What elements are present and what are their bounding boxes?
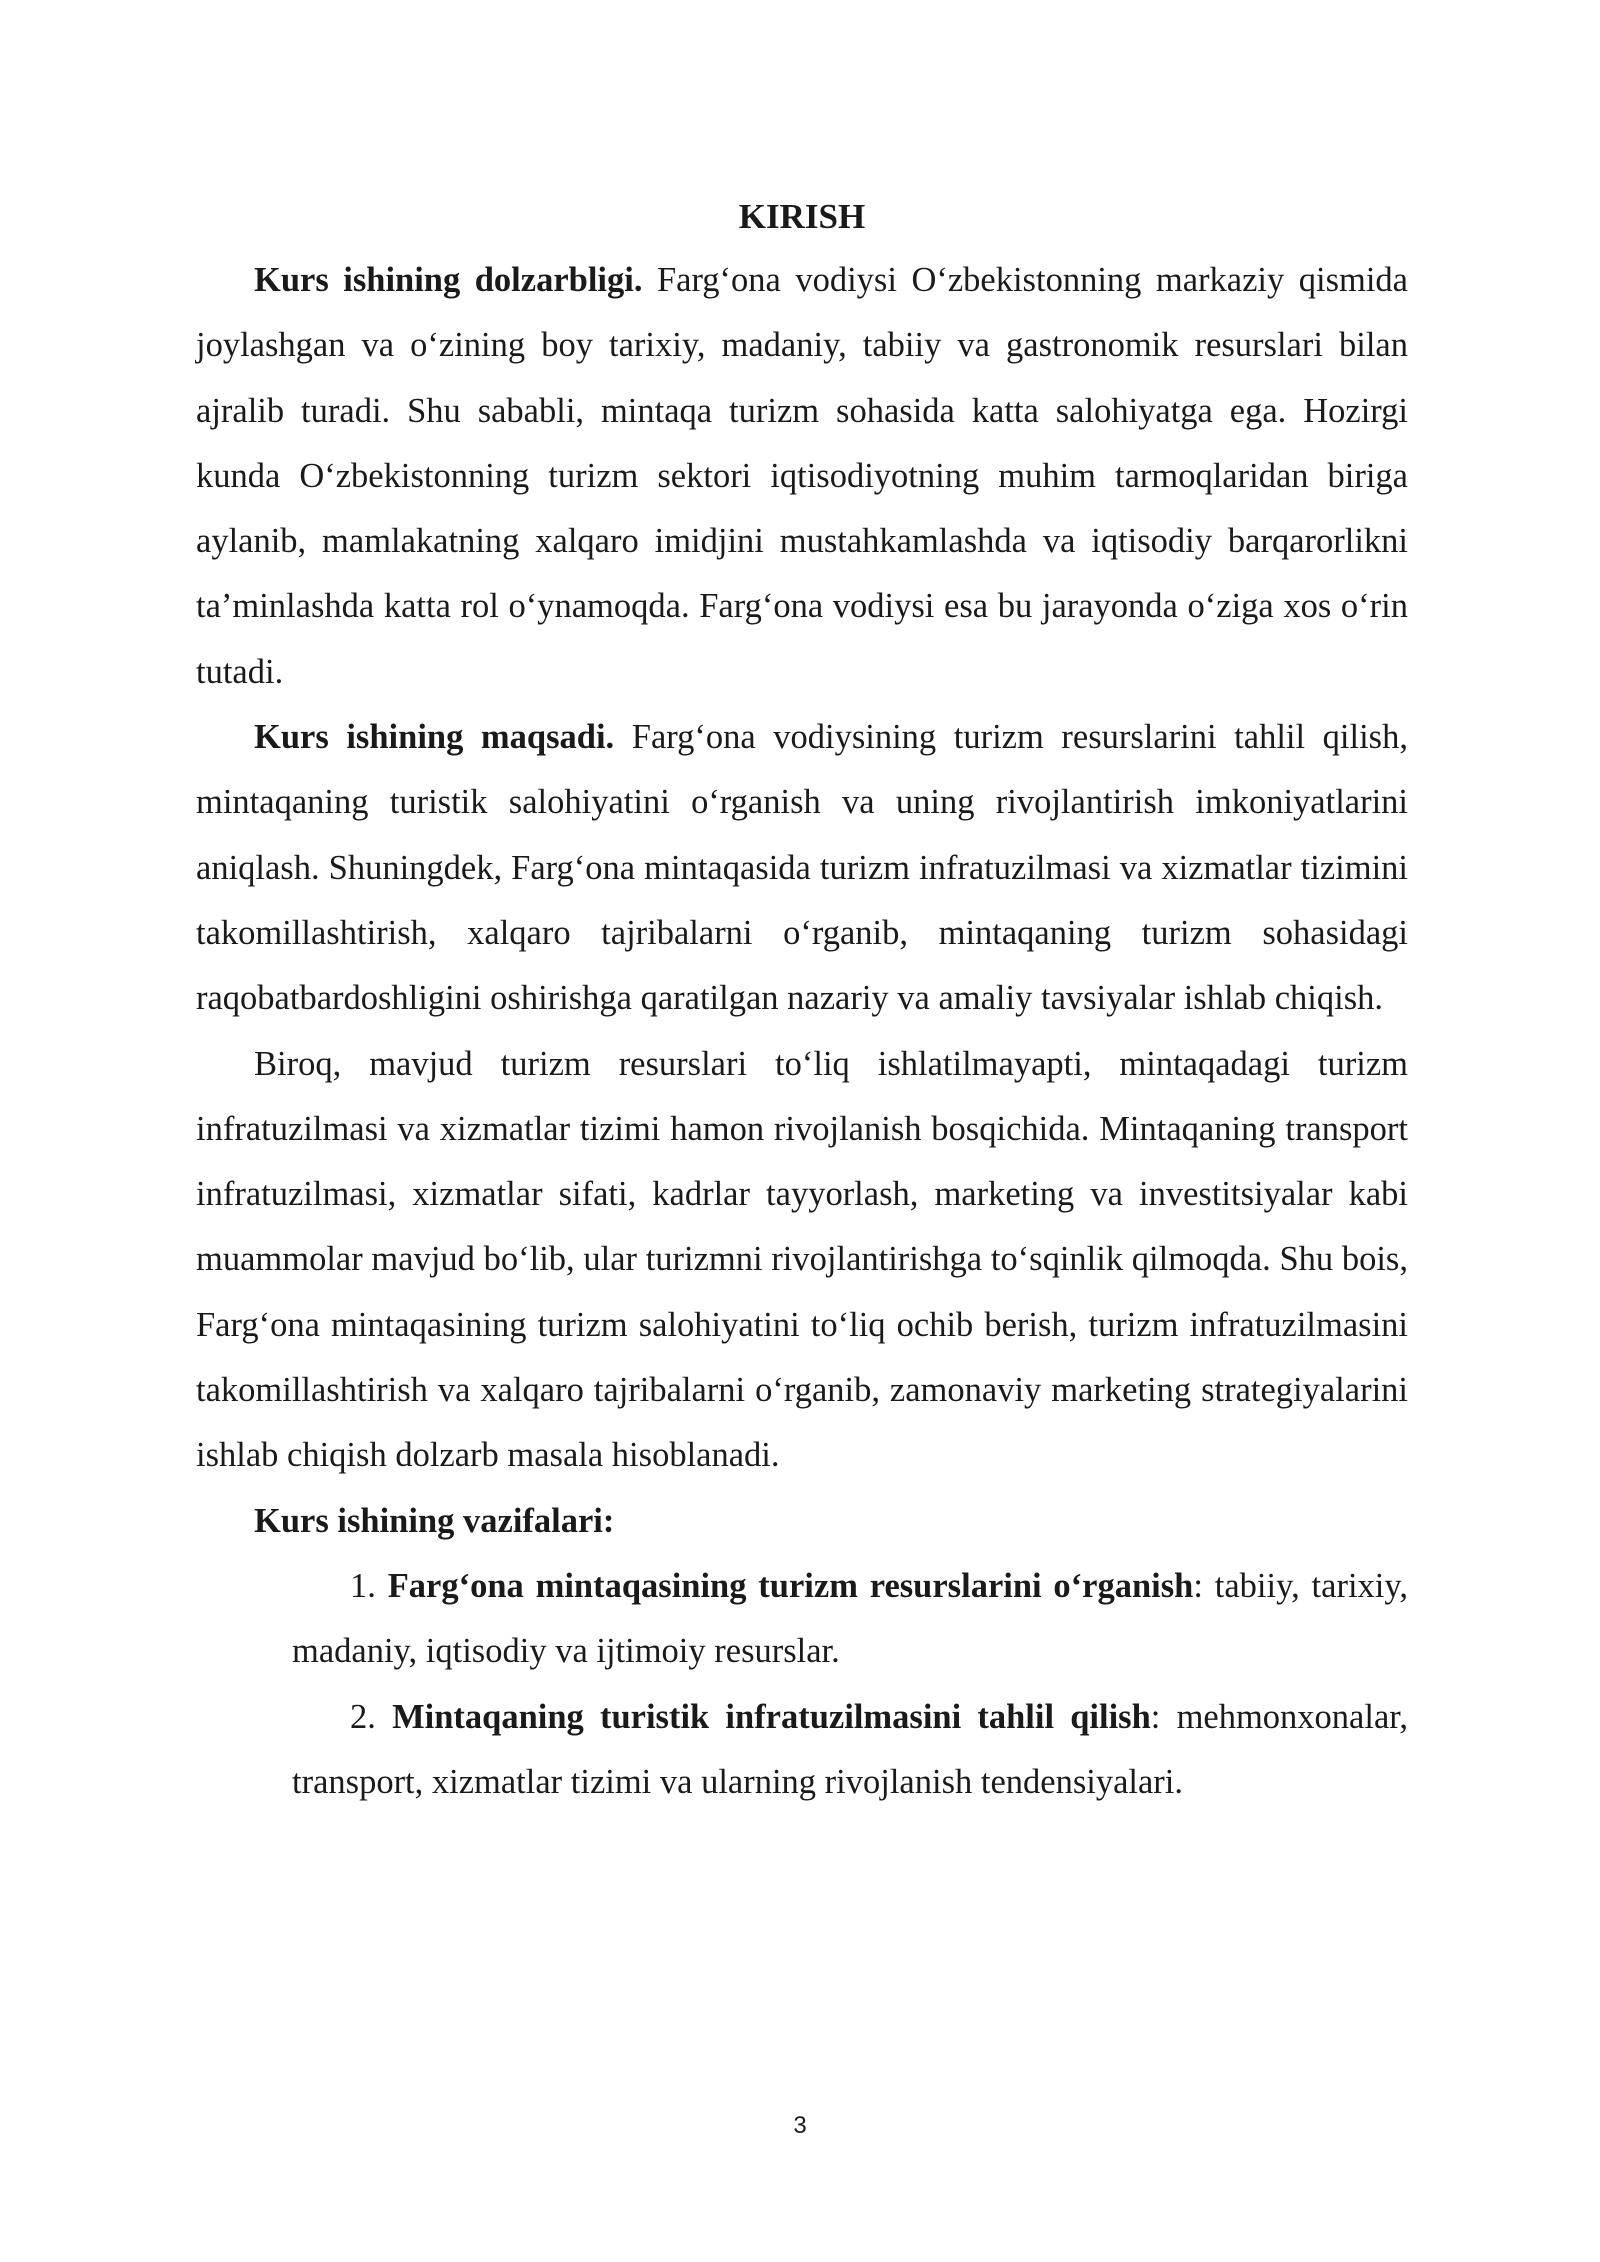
paragraph-lead: Kurs ishining maqsadi. <box>254 718 615 757</box>
paragraph-maqsad <box>196 705 1408 1031</box>
document-page <box>196 186 1408 1815</box>
section-title: KIRISH <box>738 197 866 236</box>
list-item-text: : mehmonxonalar, transport, xizmatlar tizimi va ularning rivojlanish tendensiyalari. <box>292 1697 1408 1801</box>
tasks-list <box>196 1554 1408 1815</box>
list-item-number: 2. <box>350 1697 376 1736</box>
paragraph-text: Farg‘ona vodiysi O‘zbekistonning markaziy qismida joylashgan va o‘zining boy tarixiy, madaniy, tabiiy va gastronomik resurslari bilan ajralib turadi. Shu sababli, mintaqa turizm sohasida katta salohiyatga ega. Hozirgi kunda O‘zbekistonning turizm sektori iqtisodiyotning muhim tarmoqlaridan biriga aylanib, mamlakatning xalqaro imidjini mustahkamlashda va iqtisodiy barqarorlikni ta’minlashda katta rol o‘ynamoqda. Farg‘ona vodiysi esa bu jarayonda o‘ziga xos o‘rin tutadi. <box>196 261 1408 691</box>
list-item-title: Farg‘ona mintaqasining turizm resurslarini o‘rganish <box>387 1566 1194 1605</box>
paragraph-text: Farg‘ona vodiysining turizm resurslarini tahlil qilish, mintaqaning turistik salohiyatini o‘rganish va uning rivojlantirish imkoniyatlarini aniqlash. Shuningdek, Farg‘ona mintaqasida turizm infratuzilmasi va xizmatlar tizimini takomillashtirish, xalqaro tajribalarni o‘rganib, mintaqaning turizm sohasidagi raqobatbardoshligini oshirishga qaratilgan nazariy va amaliy tavsiyalar ishlab chiqish. <box>196 718 1408 1018</box>
tasks-heading: Kurs ishining vazifalari: <box>254 1501 615 1540</box>
list-item <box>292 1554 1408 1685</box>
list-item <box>292 1685 1408 1816</box>
list-item-number: 1. <box>350 1566 376 1605</box>
list-item-text: : tabiiy, tarixiy, madaniy, iqtisodiy va ijtimoiy resurslar. <box>292 1566 1408 1671</box>
paragraph-lead: Kurs ishining dolzarbligi. <box>254 261 643 299</box>
paragraph-biroq: Biroq, mavjud turizm resurslari to‘liq ishlatilmayapti, mintaqadagi turizm infratuzilmasi va xizmatlar tizimi hamon rivojlanish bosqichida. Mintaqaning transport infratuzilmasi, xizmatlar sifati, kadrlar tayyorlash, marketing va investitsiyalar kabi muammolar mavjud bo‘lib, ular turizmni rivojlantirishga to‘sqinlik qilmoqda. Shu bois, Farg‘ona mintaqasining turizm salohiyatini to‘liq ochib berish, turizm infratuzilmasini takomillashtirish va xalqaro tajribalarni o‘rganib, zamonaviy marketing strategiyalarini ishlab chiqish dolzarb masala hisoblanadi. <box>196 1044 1408 1475</box>
paragraph-dolzarblik <box>196 248 1408 705</box>
list-item-title: Mintaqaning turistik infratuzilmasini tahlil qilish <box>392 1697 1151 1736</box>
page-number: 3 <box>793 2112 807 2139</box>
